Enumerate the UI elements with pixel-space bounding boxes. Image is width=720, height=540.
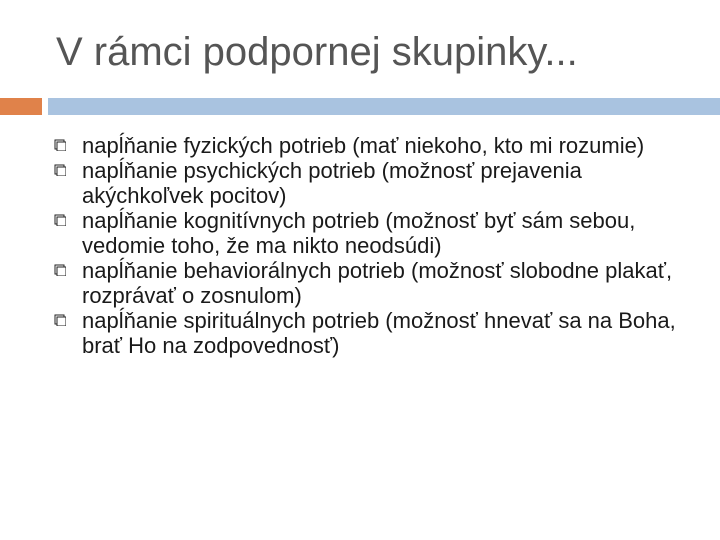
bullet-item xyxy=(52,258,692,308)
bullet-text: napĺňanie kognitívnych potrieb (možnosť byť sám sebou, vedomie toho, že ma nikto neodsúdi) xyxy=(82,208,636,258)
bullet-item xyxy=(52,158,692,208)
bullet-text: napĺňanie psychických potrieb (možnosť prejavenia akýchkoľvek pocitov) xyxy=(82,158,582,208)
slide-title: V rámci podpornej skupinky... xyxy=(56,30,578,74)
square-bullet-icon xyxy=(54,139,66,151)
bullet-list xyxy=(52,133,692,358)
square-bullet-icon xyxy=(54,314,66,326)
square-bullet-icon xyxy=(54,164,66,176)
bullet-text: napĺňanie fyzických potrieb (mať niekoho, kto mi rozumie) xyxy=(82,133,645,158)
bullet-text: napĺňanie spirituálnych potrieb (možnosť hnevať sa na Boha, brať Ho na zodpovednosť) xyxy=(82,308,676,358)
bullet-item xyxy=(52,133,692,158)
square-bullet-icon xyxy=(54,264,66,276)
accent-bar-orange xyxy=(0,98,42,115)
bullet-text: napĺňanie behaviorálnych potrieb (možnosť slobodne plakať, rozprávať o zosnulom) xyxy=(82,258,673,308)
square-bullet-icon xyxy=(54,214,66,226)
bullet-item xyxy=(52,308,692,358)
bullet-item xyxy=(52,208,692,258)
accent-bar-blue xyxy=(48,98,720,115)
